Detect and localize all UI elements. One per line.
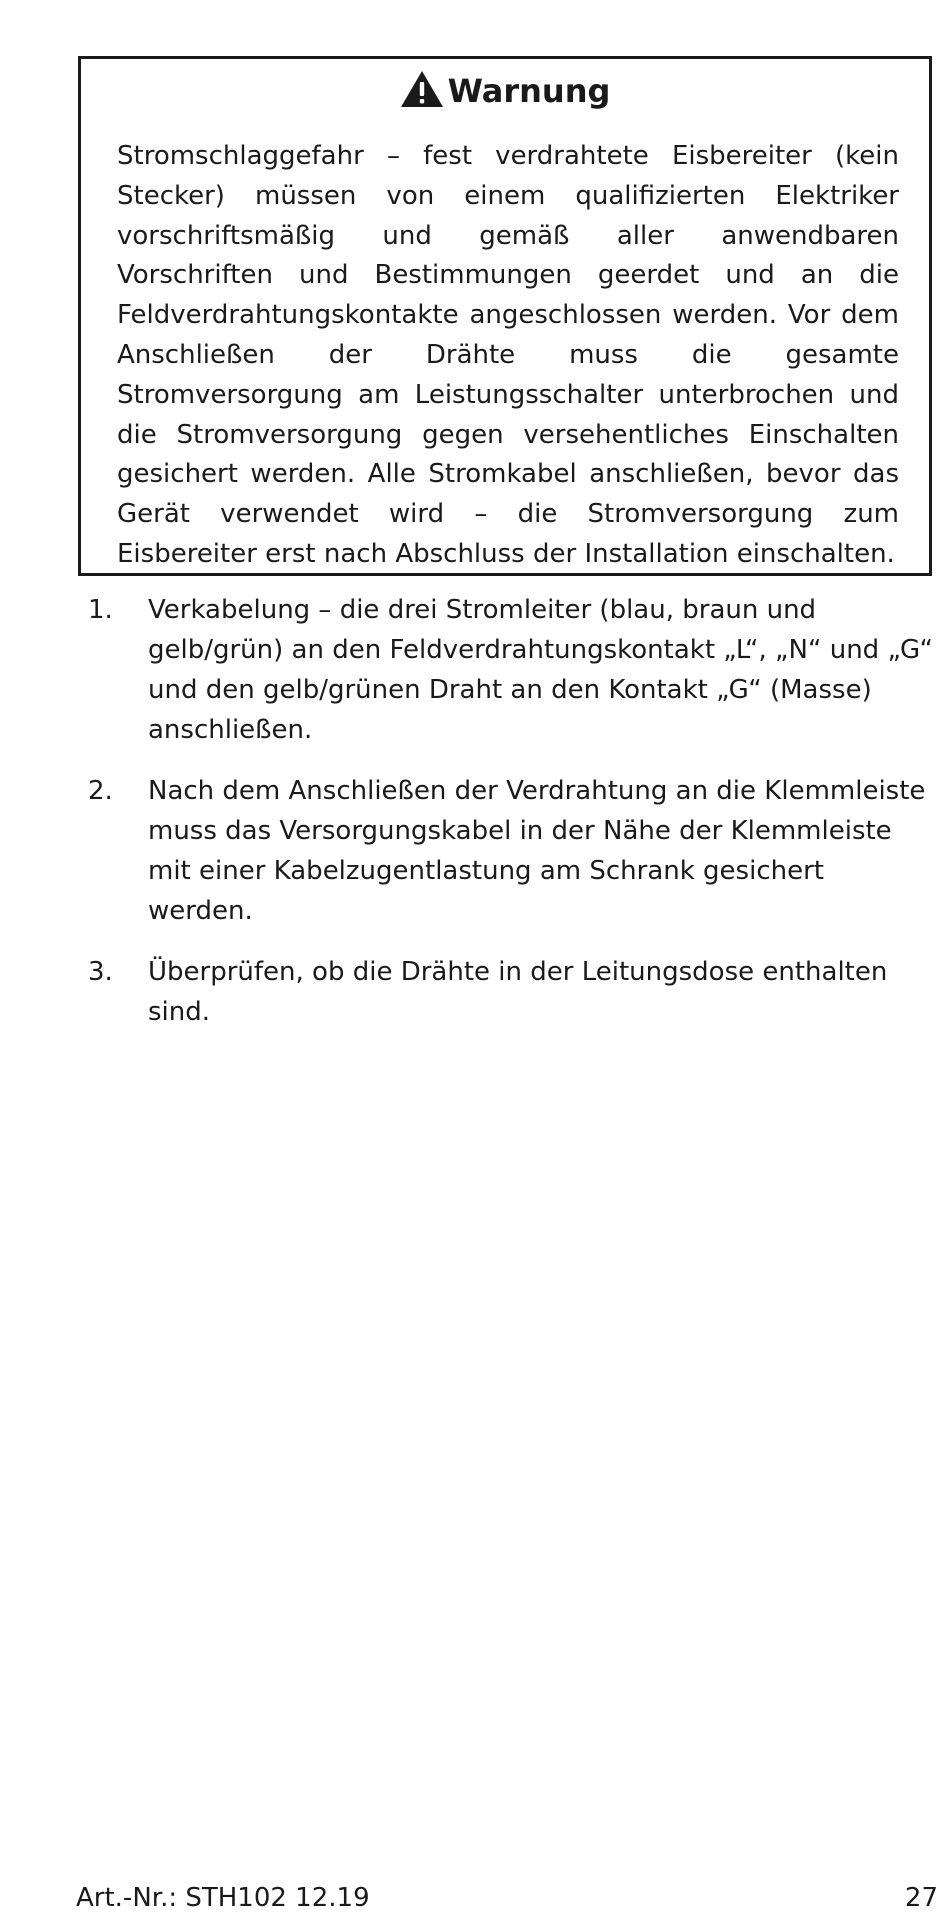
warning-box: [78, 56, 932, 576]
warning-header: [81, 69, 929, 114]
list-item: [86, 771, 936, 931]
warning-triangle-icon: [400, 69, 444, 109]
step-text: Verkabelung – die drei Stromleiter (blau, braun und gelb/grün) an den Feldverdrahtungskontakt „L“, „N“ und „G“ und den gelb/grünen Draht an den Kontakt „G“ (Masse) anschließen.: [148, 595, 934, 745]
list-item: [86, 952, 936, 1032]
step-number: 3.: [88, 957, 113, 987]
step-number: 1.: [88, 595, 113, 625]
step-number: 2.: [88, 776, 113, 806]
instruction-list: [86, 590, 936, 1053]
list-item: [86, 590, 936, 750]
article-number: Art.-Nr.: STH102 12.19: [76, 1883, 370, 1913]
warning-text: Stromschlaggefahr – fest verdrahtete Eisbereiter (kein Stecker) müssen von einem qualifizierten Elektriker vorschriftsmäßig und gemäß aller anwendbaren Vorschriften und Bestimmungen geerdet und an die Feldverdrahtungskontakte angeschlossen werden. Vor dem Anschließen der Drähte muss die gesamte Stromversorgung am Leistungsschalter unterbrochen und die Stromversorgung gegen versehentliches Einschalten gesichert werden. Alle Stromkabel anschließen, bevor das Gerät verwendet wird – die Stromversorgung zum Eisbereiter erst nach Abschluss der Installation einschalten.: [117, 141, 899, 569]
step-text: Überprüfen, ob die Drähte in der Leitungsdose enthalten sind.: [148, 957, 888, 1027]
page-number: 27: [904, 1883, 938, 1913]
step-text: Nach dem Anschließen der Verdrahtung an die Klemmleiste muss das Versorgungskabel in der Nähe der Klemmleiste mit einer Kabelzugentlastung am Schrank gesichert werden.: [148, 776, 926, 926]
warning-title: Warnung: [447, 72, 611, 110]
